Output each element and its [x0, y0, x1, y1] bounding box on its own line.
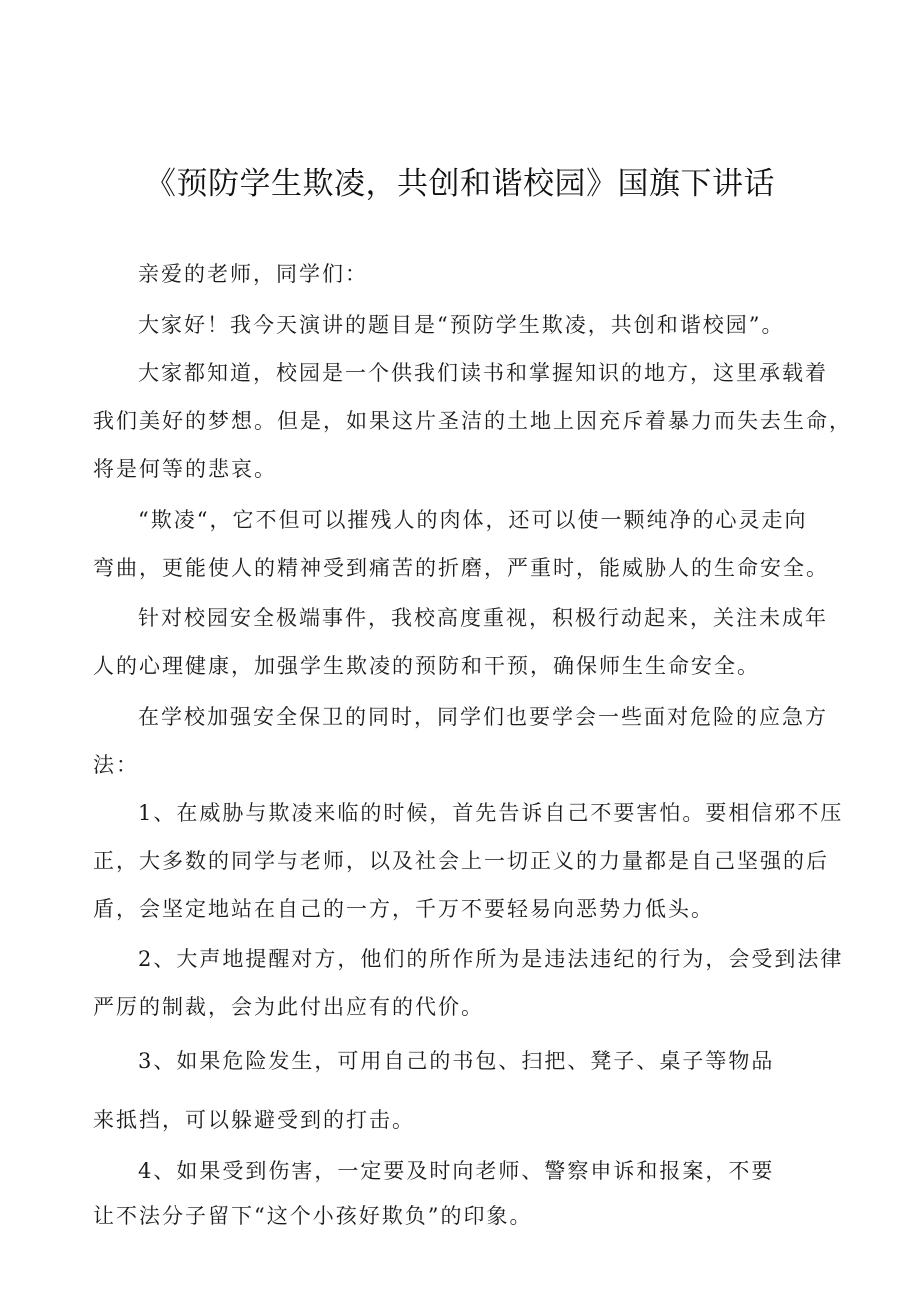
paragraph-line: 大家都知道，校园是一个供我们读书和掌握知识的地方，这里承载着 — [138, 361, 828, 385]
list-item-line: 盾，会坚定地站在自己的一方，千万不要轻易向恶势力低头。 — [93, 897, 714, 921]
paragraph-line: 我们美好的梦想。但是，如果这片圣洁的土地上因充斥着暴力而失去生命， — [93, 409, 852, 433]
list-item-line: 正，大多数的同学与老师，以及社会上一切正义的力量都是自己坚强的后 — [93, 849, 829, 873]
paragraph-line: 将是何等的悲哀。 — [93, 457, 277, 481]
list-item-line: 严厉的制裁，会为此付出应有的代价。 — [93, 995, 484, 1019]
list-item-line: 3、如果危险发生，可用自己的书包、扫把、凳子、桌子等物品 — [138, 1049, 775, 1073]
paragraph-line: 大家好！我今天演讲的题目是“预防学生欺凌，共创和谐校园”。 — [138, 313, 785, 337]
paragraph-line: 法： — [93, 753, 139, 777]
list-item-line: 让不法分子留下“这个小孩好欺负”的印象。 — [93, 1204, 533, 1228]
greeting-line: 亲爱的老师，同学们： — [138, 262, 368, 286]
list-item-line: 4、如果受到伤害，一定要及时向老师、警察申诉和报案，不要 — [138, 1159, 775, 1183]
page-title: 《预防学生欺凌，共创和谐校园》国旗下讲话 — [145, 166, 775, 202]
list-item-line: 1、在威胁与欺凌来临的时候，首先告诉自己不要害怕。要相信邪不压 — [138, 801, 844, 825]
list-item-line: 来抵挡，可以躲避受到的打击。 — [93, 1108, 415, 1132]
paragraph-line: “欺凌“，它不但可以摧残人的肉体，还可以使一颗纯净的心灵走向 — [138, 508, 808, 532]
paragraph-line: 在学校加强安全保卫的同时，同学们也要学会一些面对危险的应急方 — [138, 705, 828, 729]
paragraph-line: 弯曲，更能使人的精神受到痛苦的折磨，严重时，能威胁人的生命安全。 — [93, 556, 829, 580]
paragraph-line: 人的心理健康，加强学生欺凌的预防和干预，确保师生生命安全。 — [93, 654, 760, 678]
paragraph-line: 针对校园安全极端事件，我校高度重视，积极行动起来，关注未成年 — [138, 606, 828, 630]
list-item-line: 2、大声地提醒对方，他们的所作所为是违法违纪的行为，会受到法律 — [138, 947, 844, 971]
